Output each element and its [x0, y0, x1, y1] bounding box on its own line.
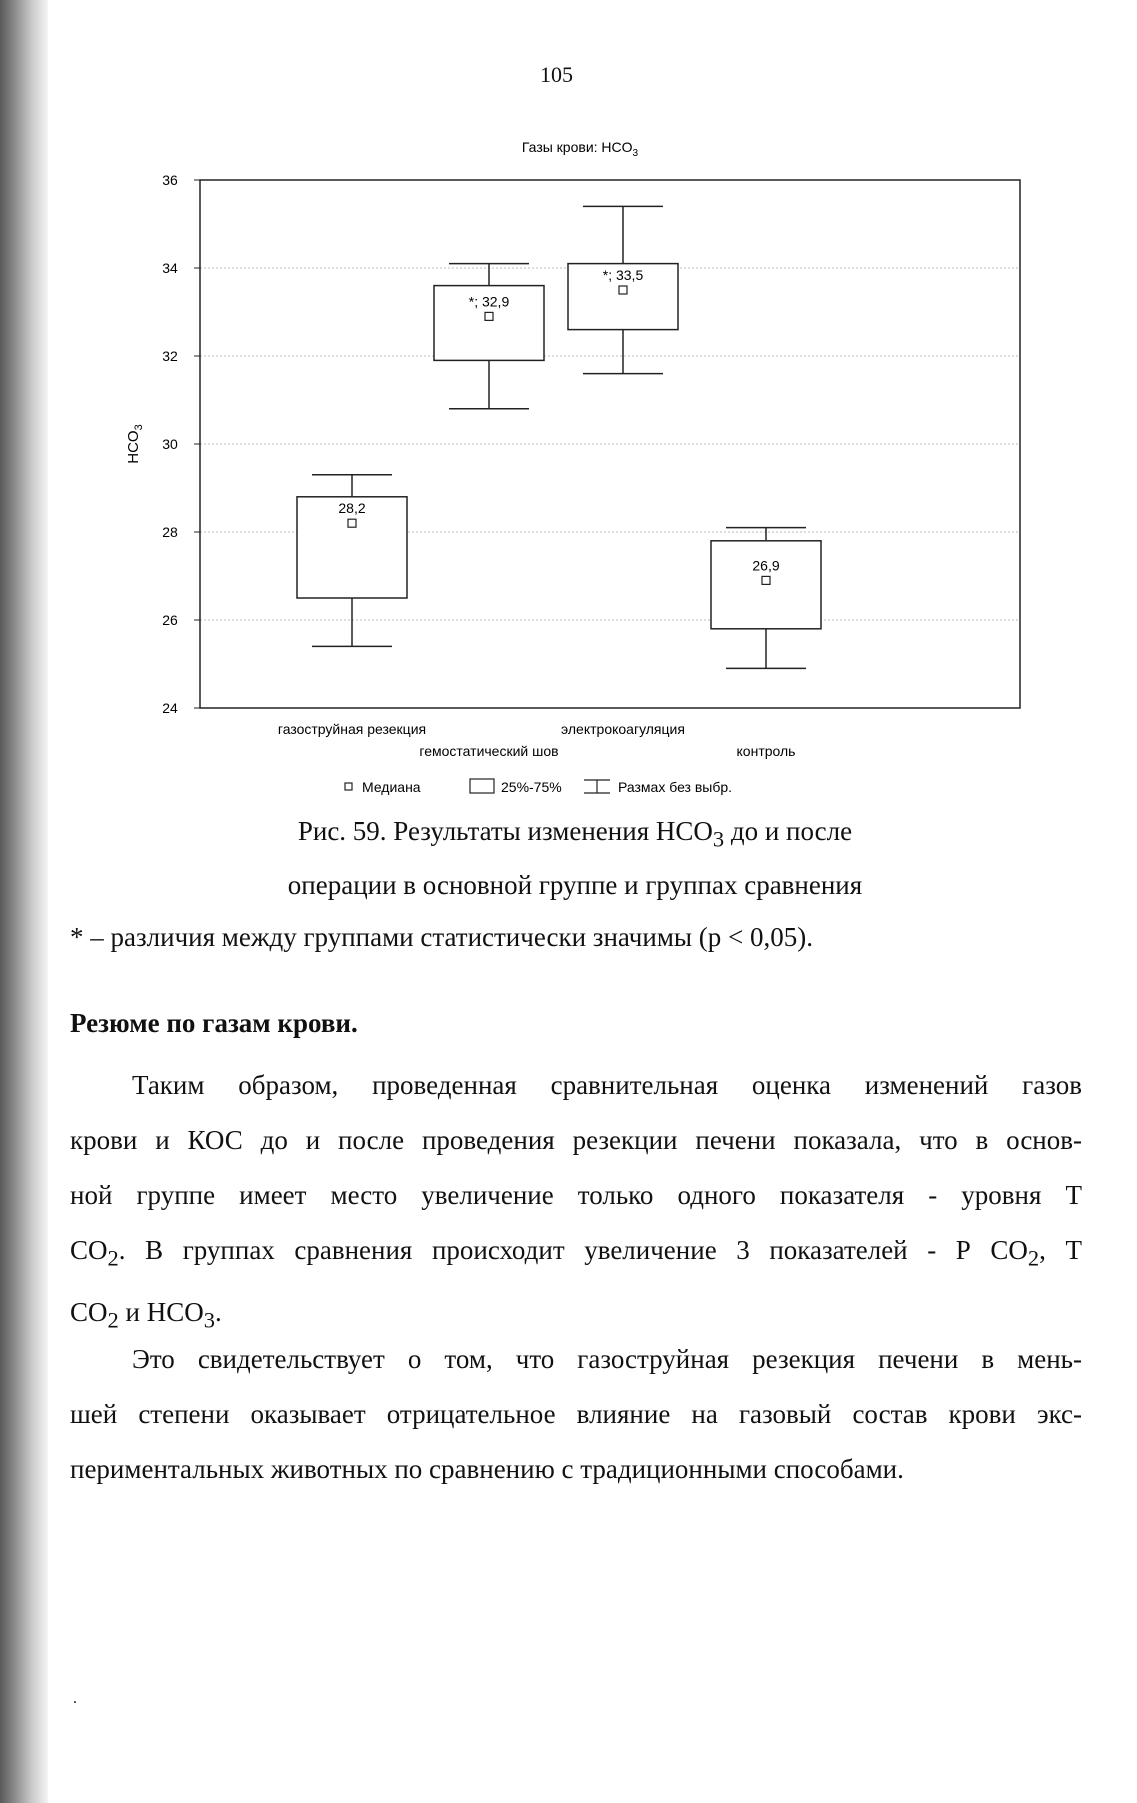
paragraph-conclusion: [70, 1332, 1082, 1497]
y-axis-label: $HCO_3$: [125, 424, 145, 464]
y-tick-label: 34: [162, 260, 178, 276]
subscript: 3: [203, 1307, 215, 1333]
y-tick-label: 26: [162, 612, 178, 628]
subscript: 2: [1027, 1245, 1040, 1271]
y-tick-label: 24: [162, 700, 178, 716]
binding-shadow: [0, 0, 48, 1803]
paragraph-summary: [70, 1058, 1082, 1348]
median-marker: [485, 312, 493, 320]
box-plot-chart: [100, 130, 1060, 810]
para1-line-1: Таким образом, проведенная сравнительная оценка изменений газов: [132, 1070, 1082, 1100]
page-number: 105: [540, 62, 573, 87]
caption-subscript: 3: [712, 826, 725, 852]
section-heading: Резюме по газам крови.: [70, 1008, 358, 1038]
text-segment: и HCO: [118, 1297, 204, 1328]
text-segment: . В группах сравнения происходит увеличение 3 показателей - Р CO: [118, 1235, 1028, 1265]
x-category-label: газоструйная резекция: [277, 721, 427, 737]
median-label: *; 33,5: [602, 267, 644, 283]
text-segment: , Т: [1039, 1235, 1082, 1265]
legend-box-label: 25%-75%: [501, 779, 562, 795]
legend-box-icon: [470, 779, 494, 793]
y-tick-label: 28: [162, 524, 178, 540]
text-co: CO: [70, 1297, 108, 1328]
text-segment: .: [214, 1297, 222, 1328]
x-category-label: гемостатический шов: [419, 743, 559, 759]
median-label: 28,2: [338, 500, 366, 517]
para2-line-2: шей степени оказывает отрицательное влияние на газовый состав крови экс-: [70, 1399, 1082, 1429]
para2-line-3: периментальных животных по сравнению с традиционными способами.: [70, 1454, 904, 1484]
chart-title: Газы крови: $HCO_3$: [521, 139, 639, 159]
caption-text-suffix: до и после: [724, 816, 853, 846]
para1-line-3: ной группе имеет место увеличение только одного показателя - уровня Т: [70, 1180, 1082, 1210]
stray-mark: .: [73, 1690, 77, 1707]
median-marker: [762, 576, 770, 584]
text-co: CO: [70, 1235, 108, 1265]
y-tick-label: 32: [162, 348, 178, 364]
legend-median-label: Медиана: [362, 779, 421, 795]
y-tick-label: 30: [162, 436, 178, 452]
x-category-label: контроль: [736, 743, 796, 759]
caption-text-prefix: Рис. 59. Результаты изменения HCO: [297, 816, 713, 846]
median-label: *; 32,9: [468, 293, 510, 310]
y-tick-label: 36: [162, 172, 178, 188]
significance-note: * – различия между группами статистически значимы (p < 0,05).: [70, 922, 814, 952]
median-label: 26,9: [752, 557, 780, 574]
legend-whisker-label: Размах без выбр.: [618, 779, 733, 795]
para2-line-1: Это свидетельствует о том, что газоструйная резекция печени в мень-: [132, 1344, 1082, 1374]
legend-median-icon: [345, 783, 352, 790]
figure-caption-line-1: [70, 812, 1080, 858]
median-marker: [348, 519, 356, 527]
x-category-label: электрокоагуляция: [561, 721, 685, 737]
para1-line-4: [70, 1223, 1082, 1285]
figure-caption-line-2: операции в основной группе и группах сравнения: [287, 870, 863, 900]
para1-line-2: крови и КОС до и после проведения резекции печени показала, что в основ-: [70, 1125, 1082, 1155]
median-marker: [619, 286, 627, 294]
subscript: 2: [107, 1307, 119, 1333]
subscript: 2: [107, 1245, 119, 1271]
